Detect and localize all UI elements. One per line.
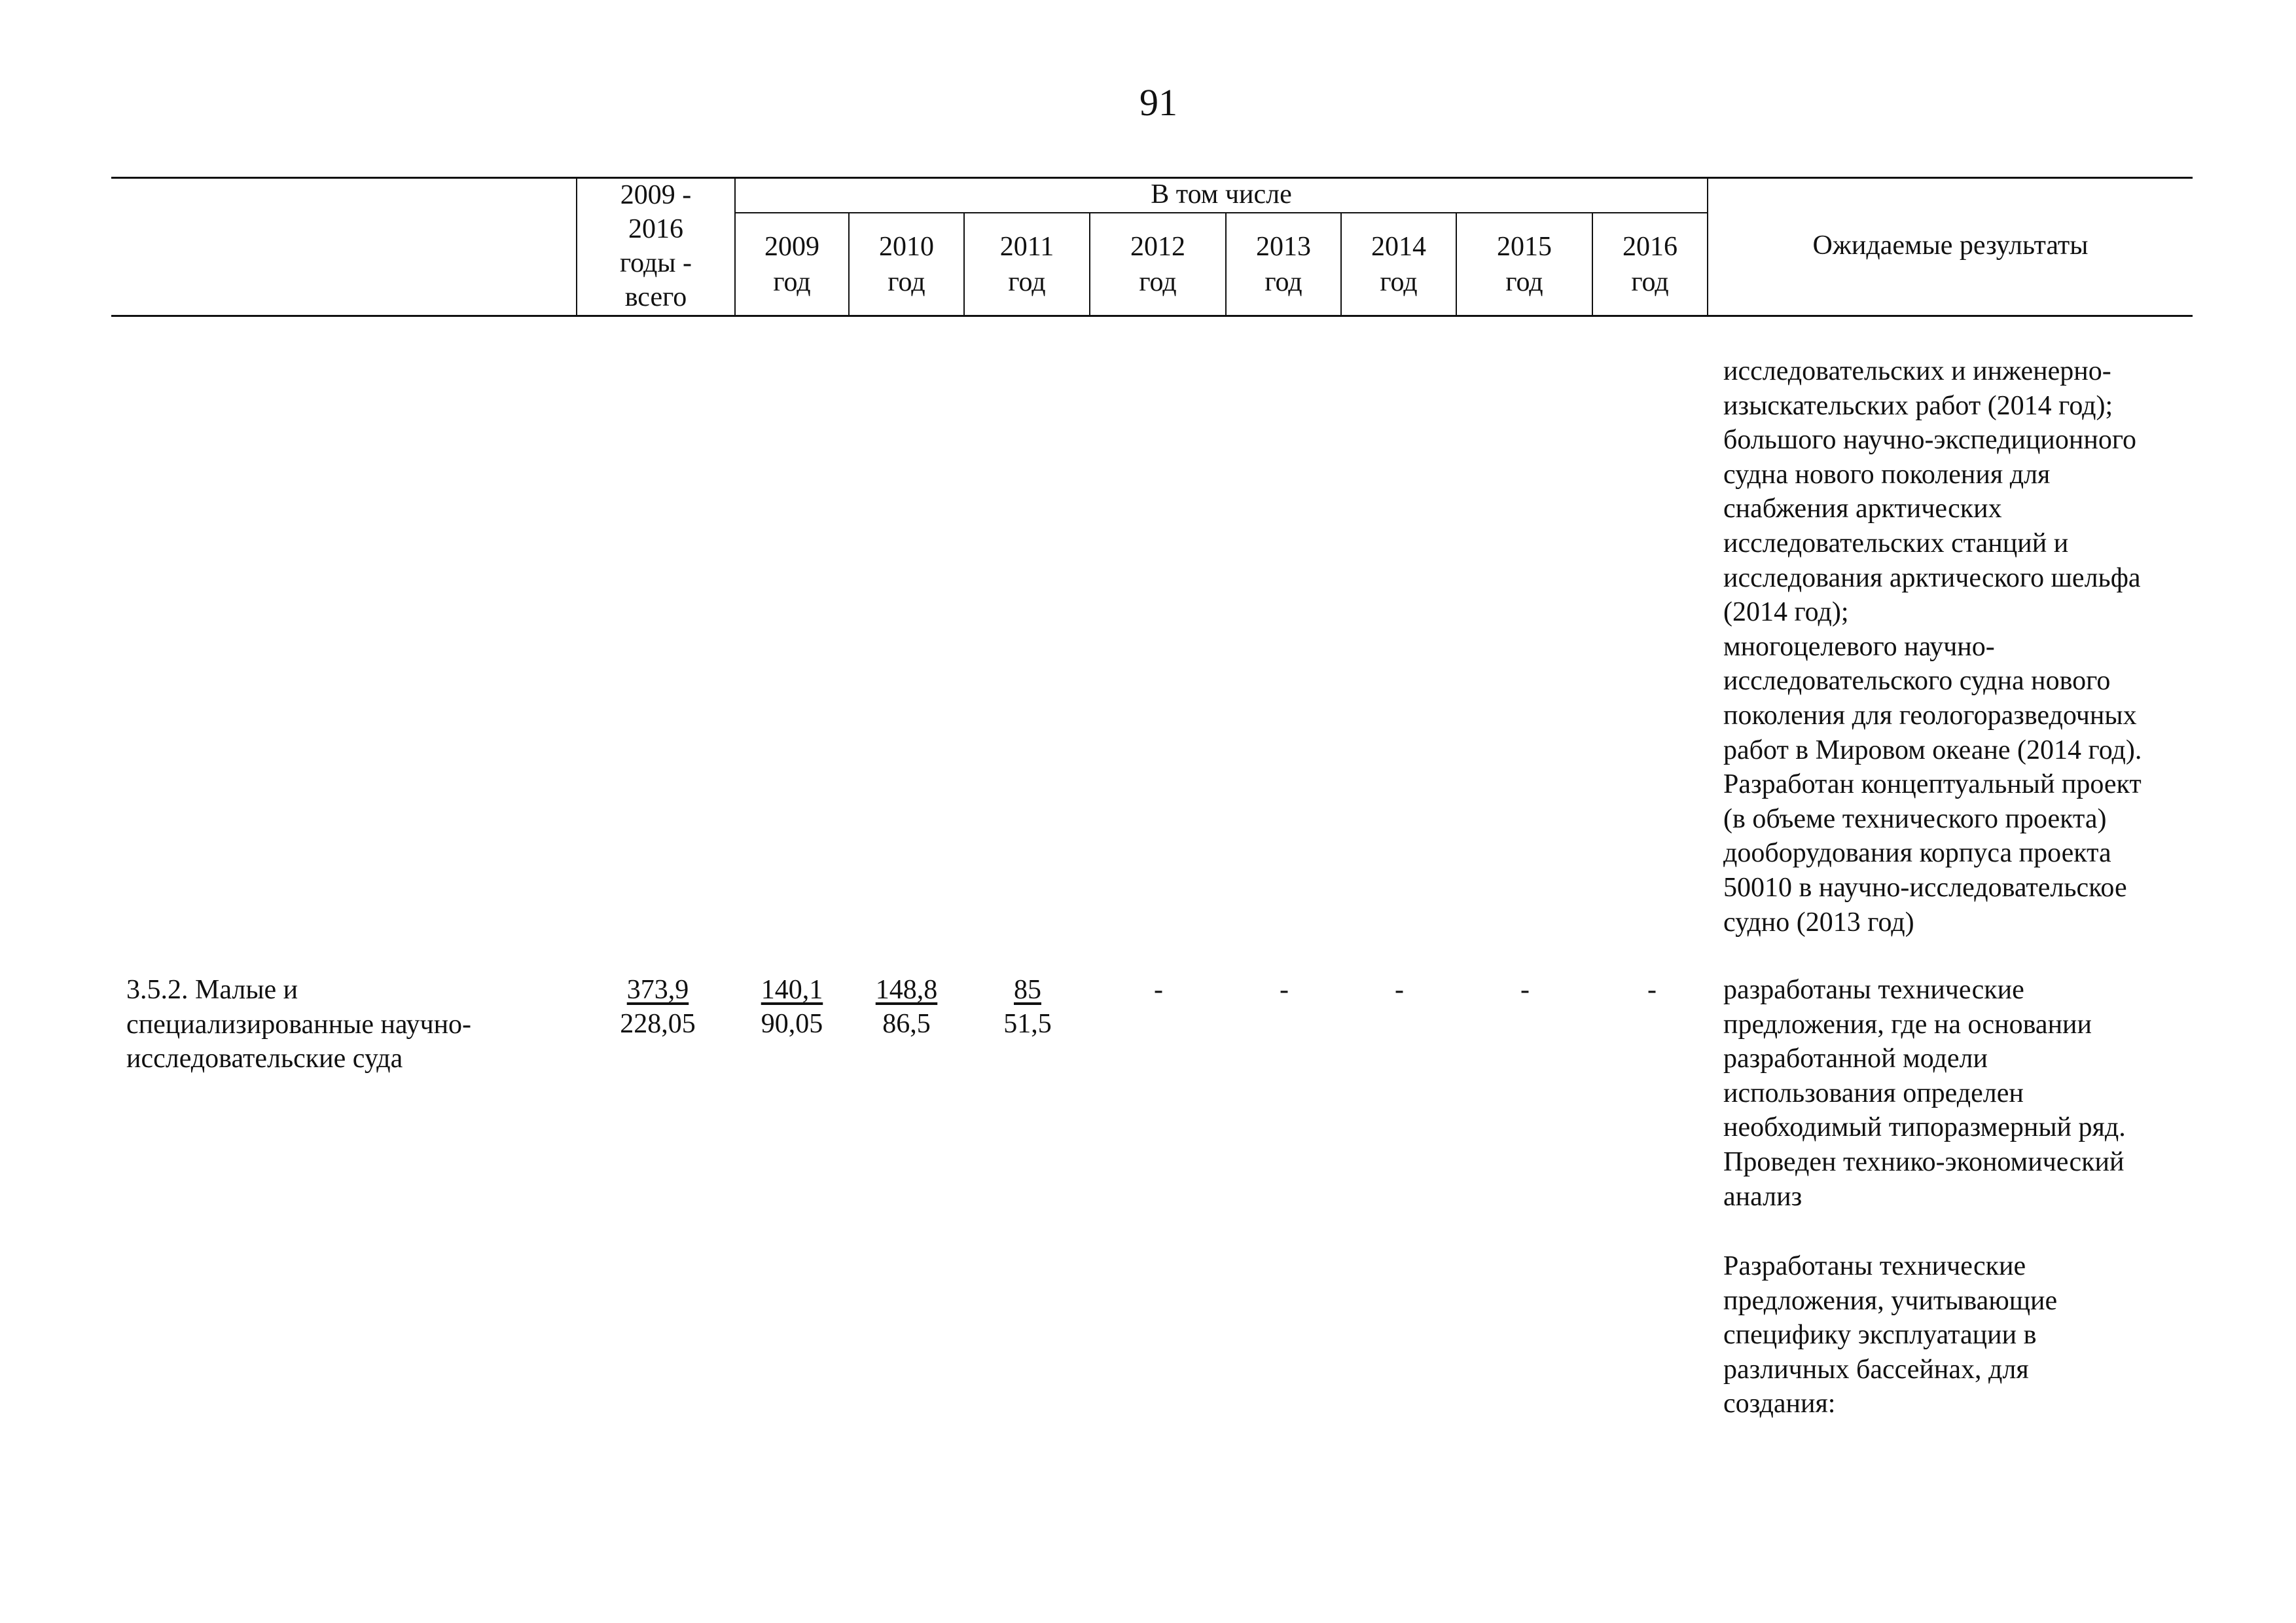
header-year-2012 <box>1090 229 1225 300</box>
header-year-unit: год <box>1139 267 1177 297</box>
header-year-number: 2009 <box>764 232 819 262</box>
header-total-line: годы - <box>619 248 692 278</box>
results-line: специфику эксплуатации в <box>1723 1320 2037 1351</box>
results-line: анализ <box>1723 1181 1803 1212</box>
row-name-line: специализированные научно- <box>126 1009 472 1040</box>
results-line: исследовательских станций и <box>1723 528 2069 558</box>
results-line: судно (2013 год) <box>1723 907 1914 938</box>
header-year-number: 2015 <box>1497 232 1552 262</box>
header-subrule <box>734 212 1707 213</box>
header-year-unit: год <box>1631 267 1669 297</box>
row-value-top: 148,8 <box>875 975 938 1005</box>
results-line: предложения, где на основании <box>1723 1009 2092 1040</box>
continuation-results <box>1723 354 2142 939</box>
header-year-number: 2013 <box>1256 232 1311 262</box>
header-year-2010 <box>850 229 963 300</box>
row-total <box>589 973 726 1041</box>
results-line: многоцелевого научно- <box>1723 631 1995 662</box>
row-value-2009 <box>740 973 844 1041</box>
header-year-unit: год <box>773 267 811 297</box>
results-line: дооборудования корпуса проекта <box>1723 838 2111 869</box>
row-value-bottom: 51,5 <box>1003 1009 1052 1039</box>
results-line: изыскательских работ (2014 год); <box>1723 390 2113 421</box>
row-name-line: 3.5.2. Малые и <box>126 975 298 1005</box>
results-line: работ в Мировом океане (2014 год). <box>1723 735 2142 765</box>
results-line: Разработаны технические <box>1723 1251 2026 1281</box>
header-year-number: 2012 <box>1130 232 1185 262</box>
results-line: (2014 год); <box>1723 597 1849 628</box>
results-line: Разработан концептуальный проект <box>1723 769 2142 800</box>
results-line: необходимый типоразмерный ряд. <box>1723 1112 2126 1143</box>
header-year-2015 <box>1457 229 1592 300</box>
results-line: Проведен технико-экономический <box>1723 1146 2125 1177</box>
results-line: исследовательских и инженерно- <box>1723 356 2111 386</box>
row-value-2011 <box>975 973 1080 1041</box>
results-line: исследовательского судна нового <box>1723 666 2111 697</box>
header-total-line: 2009 - <box>620 180 692 210</box>
header-year-number: 2011 <box>999 232 1054 262</box>
results-line: (в объеме технического проекта) <box>1723 803 2107 834</box>
row-value-2016: - <box>1647 975 1657 1005</box>
header-year-unit: год <box>1008 267 1046 297</box>
header-year-number: 2016 <box>1623 232 1677 262</box>
results-line: разработанной модели <box>1723 1044 1988 1074</box>
header-total-line: всего <box>624 282 687 312</box>
row-value-top: 85 <box>1014 975 1041 1005</box>
row-value-bottom: 86,5 <box>882 1009 931 1039</box>
row-results-continued <box>1723 1249 2057 1421</box>
header-year-2011 <box>965 229 1089 300</box>
header-year-2016 <box>1593 229 1707 300</box>
results-line: большого научно-экспедиционного <box>1723 425 2137 456</box>
results-line: создания: <box>1723 1389 1836 1419</box>
header-bottom-rule <box>111 315 2193 317</box>
results-line: судна нового поколения для <box>1723 459 2051 490</box>
results-line: снабжения арктических <box>1723 494 2002 524</box>
row-value-2013: - <box>1280 975 1289 1005</box>
header-total-line: 2016 <box>628 214 683 244</box>
header-year-unit: год <box>888 267 925 297</box>
header-year-unit: год <box>1505 267 1543 297</box>
row-value-bottom: 90,05 <box>761 1009 823 1039</box>
row-name <box>126 973 471 1076</box>
row-total-bottom: 228,05 <box>620 1009 696 1039</box>
row-value-2012: - <box>1154 975 1163 1005</box>
header-year-2014 <box>1342 229 1456 300</box>
results-line: разработаны технические <box>1723 975 2024 1005</box>
header-year-2013 <box>1227 229 1340 300</box>
results-line: поколения для геологоразведочных <box>1723 700 2137 731</box>
results-line: различных бассейнах, для <box>1723 1354 2029 1385</box>
results-line: использования определен <box>1723 1078 2024 1108</box>
row-value-top: 140,1 <box>761 975 823 1005</box>
header-including: В том числе <box>1151 179 1292 210</box>
row-name-line: исследовательские суда <box>126 1044 403 1074</box>
results-line: исследования арктического шельфа <box>1723 562 2141 593</box>
results-line: предложения, учитывающие <box>1723 1285 2058 1316</box>
row-value-2010 <box>854 973 959 1041</box>
header-year-number: 2014 <box>1371 232 1426 262</box>
row-value-2015: - <box>1520 975 1530 1005</box>
page-number: 91 <box>1139 81 1177 124</box>
row-value-2014: - <box>1395 975 1404 1005</box>
header-year-number: 2010 <box>879 232 934 262</box>
header-year-unit: год <box>1380 267 1418 297</box>
header-year-2009 <box>736 229 848 300</box>
header-total <box>577 178 734 314</box>
row-results <box>1723 973 2126 1214</box>
header-results: Ожидаемые результаты <box>1812 230 2089 261</box>
results-line: 50010 в научно-исследовательское <box>1723 872 2127 903</box>
header-year-unit: год <box>1265 267 1302 297</box>
row-total-top: 373,9 <box>626 975 689 1005</box>
